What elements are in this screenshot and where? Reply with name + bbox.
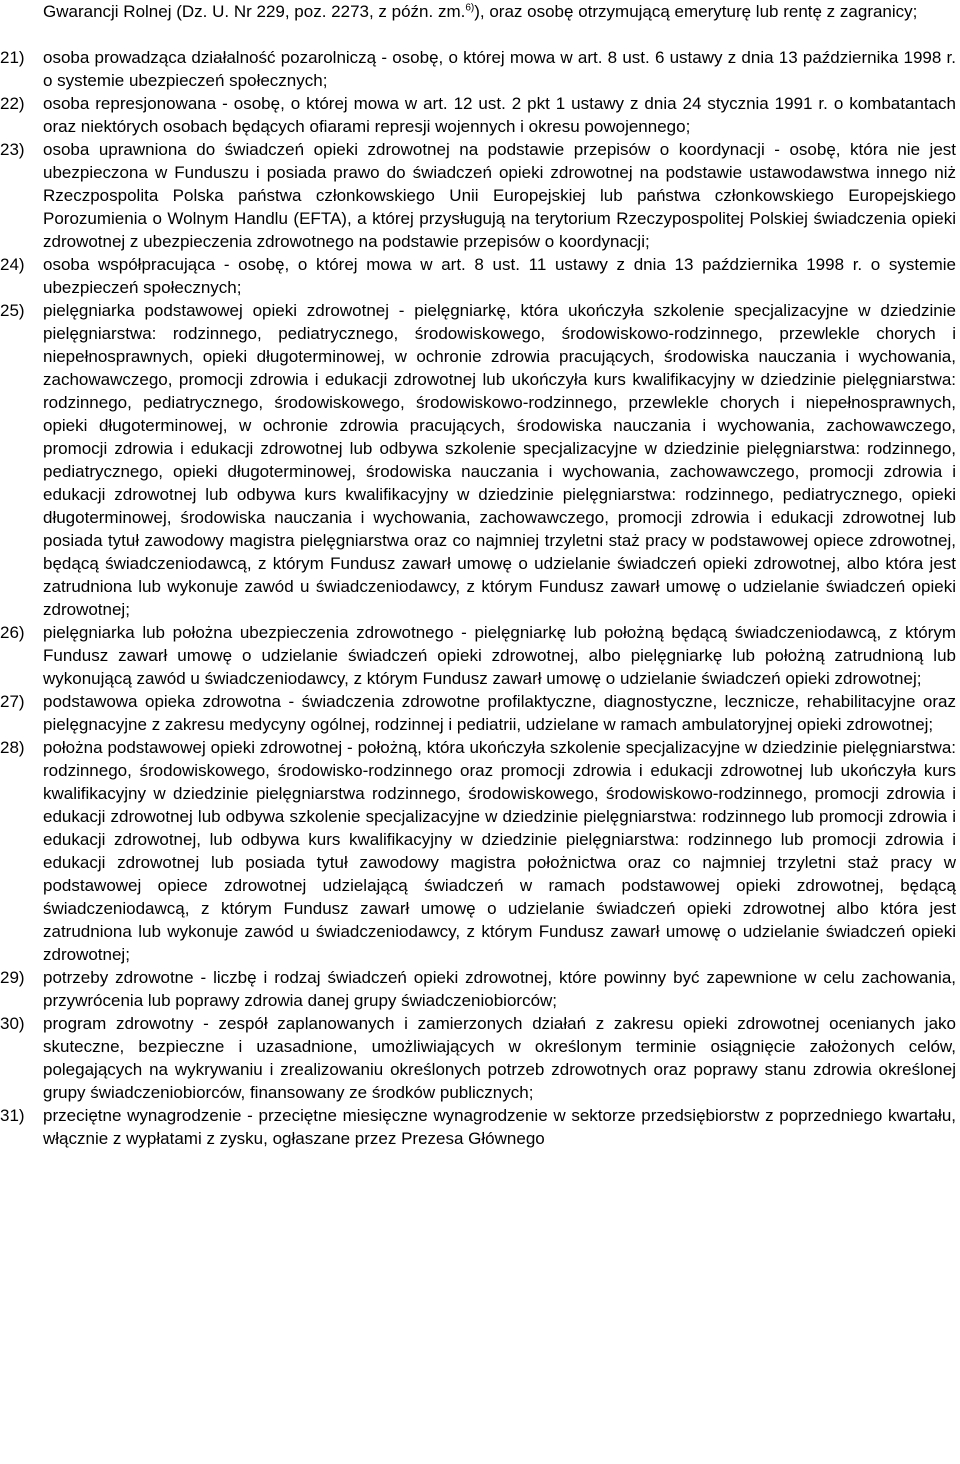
definition-item: [0, 46, 956, 92]
definition-list: [0, 46, 956, 1150]
item-text: podstawowa opieka zdrowotna - świadczenia zdrowotne profilaktyczne, diagnostyczne, lecznicze, rehabilitacyjne oraz pielęgnacyjne z zakresu medycyny ogólnej, rodzinnej i pediatrii, udzielane w ramach ambulatoryjnej opieki zdrowotnej;: [43, 692, 956, 734]
item-text: osoba uprawniona do świadczeń opieki zdrowotnej na podstawie przepisów o koordynacji - osobę, która nie jest ubezpieczona w Funduszu i posiada prawo do świadczeń opieki zdrowotnej na podstawie ustawodawstwa innego niż Rzeczpospolita Polska państwa członkowskiego Unii Europejskiej lub państwa członkowskiego Europejskiego Porozumienia o Wolnym Handlu (EFTA), a której przysługują na terytorium Rzeczypospolitej Polskiej świadczenia opieki zdrowotnej z ubezpieczenia zdrowotnego na podstawie przepisów o koordynacji;: [43, 140, 956, 251]
item-number: 25): [0, 301, 25, 320]
item-number: 24): [0, 255, 25, 274]
definition-item: [0, 1104, 956, 1150]
definition-item: [0, 1012, 956, 1104]
item-number: 29): [0, 968, 25, 987]
intro-text-end: ), oraz osobę otrzymującą emeryturę lub rentę z zagranicy;: [474, 2, 918, 21]
item-number: 31): [0, 1106, 25, 1125]
item-number: 27): [0, 692, 25, 711]
item-number: 30): [0, 1014, 25, 1033]
item-number: 21): [0, 48, 25, 67]
item-number: 26): [0, 623, 25, 642]
footnote-reference: 6): [465, 2, 475, 14]
item-text: osoba prowadząca działalność pozarolniczą - osobę, o której mowa w art. 8 ust. 6 ustawy z dnia 13 października 1998 r. o systemie ubezpieczeń społecznych;: [43, 48, 956, 90]
item-text: osoba represjonowana - osobę, o której mowa w art. 12 ust. 2 pkt 1 ustawy z dnia 24 stycznia 1991 r. o kombatantach oraz niektórych osobach będących ofiarami represji wojennych i okresu powojennego;: [43, 94, 956, 136]
item-text: potrzeby zdrowotne - liczbę i rodzaj świadczeń opieki zdrowotnej, które powinny być zapewnione w celu zachowania, przywrócenia lub poprawy zdrowia danej grupy świadczeniobiorców;: [43, 968, 956, 1010]
item-text: pielęgniarka podstawowej opieki zdrowotnej - pielęgniarkę, która ukończyła szkolenie specjalizacyjne w dziedzinie pielęgniarstwa: rodzinnego, pediatrycznego, środowiskowego, środowiskowo-rodzinnego, przewlekle chorych i niepełnosprawnych, opieki długoterminowej, w ochronie zdrowia pracujących, środowiska nauczania i wychowania, zachowawczego, promocji zdrowia i edukacji zdrowotnej lub ukończyła kurs kwalifikacyjny w dziedzinie pielęgniarstwa: rodzinnego, pediatrycznego, środowiskowego, środowiskowo-rodzinnego, przewlekle chorych i niepełnosprawnych, opieki długoterminowej, w ochronie zdrowia pracujących, środowiska nauczania i wychowania, zachowawczego, promocji zdrowia i edukacji zdrowotnej lub odbywa szkolenie specjalizacyjne w dziedzinie pielęgniarstwa: rodzinnego, pediatrycznego, opieki długoterminowej, środowiska nauczania i wychowania, zachowawczego, promocji zdrowia i edukacji zdrowotnej lub odbywa kurs kwalifikacyjny w dziedzinie pielęgniarstwa: rodzinnego, pediatrycznego, opieki długoterminowej, środowiska nauczania i wychowania, zachowawczego, promocji zdrowia i edukacji zdrowotnej lub posiada tytuł zawodowy magistra pielęgniarstwa oraz co najmniej trzyletni staż pracy w podstawowej opiece zdrowotnej, będącą świadczeniodawcą, z którym Fundusz zawarł umowę o udzielanie świadczeń opieki zdrowotnej, albo która jest zatrudniona lub wykonuje zawód u świadczeniodawcy, z którym Fundusz zawarł umowę o udzielanie świadczeń opieki zdrowotnej;: [43, 301, 956, 619]
definition-item: [0, 138, 956, 253]
item-text: przeciętne wynagrodzenie - przeciętne miesięczne wynagrodzenie w sektorze przedsiębiorstw z poprzedniego kwartału, włącznie z wypłatami z zysku, ogłaszane przez Prezesa Głównego: [43, 1106, 956, 1148]
item-text: program zdrowotny - zespół zaplanowanych i zamierzonych działań z zakresu opieki zdrowotnej ocenianych jako skuteczne, bezpieczne i uzasadnione, umożliwiających w określonym terminie osiągnięcie założonych celów, polegających na wykrywaniu i zrealizowaniu określonych potrzeb zdrowotnych oraz poprawy stanu zdrowia określonej grupy świadczeniobiorców, finansowany ze środków publicznych;: [43, 1014, 956, 1102]
item-number: 23): [0, 140, 25, 159]
item-text: osoba współpracująca - osobę, o której mowa w art. 8 ust. 11 ustawy z dnia 13 października 1998 r. o systemie ubezpieczeń społecznych;: [43, 255, 956, 297]
definition-item: [0, 92, 956, 138]
definition-item: [0, 253, 956, 299]
item-number: 22): [0, 94, 25, 113]
definition-item: [0, 690, 956, 736]
definition-item: [0, 966, 956, 1012]
definition-item: [0, 736, 956, 966]
definition-item: [0, 621, 956, 690]
item-text: pielęgniarka lub położna ubezpieczenia zdrowotnego - pielęgniarkę lub położną będącą świadczeniodawcą, z którym Fundusz zawarł umowę o udzielanie świadczeń opieki zdrowotnej, albo pielęgniarkę lub położną zatrudnioną lub wykonującą zawód u świadczeniodawcy, z którym Fundusz zawarł umowę o udzielanie świadczeń opieki zdrowotnej;: [43, 623, 956, 688]
intro-text-start: Gwarancji Rolnej (Dz. U. Nr 229, poz. 2273, z późn. zm.: [43, 2, 466, 21]
item-number: 28): [0, 738, 25, 757]
item-text: położna podstawowej opieki zdrowotnej - położną, która ukończyła szkolenie specjalizacyjne w dziedzinie pielęgniarstwa: rodzinnego, środowiskowego, środowisko-rodzinnego oraz promocji zdrowia i edukacji zdrowotnej lub ukończyła kurs kwalifikacyjny w dziedzinie pielęgniarstwa rodzinnego, środowiskowego, środowiskowo-rodzinnego, promocji zdrowia i edukacji zdrowotnej lub odbywa szkolenie specjalizacyjne w dziedzinie pielęgniarstwa: rodzinnego lub promocji zdrowia i edukacji zdrowotnej, lub odbywa kurs kwalifikacyjny w dziedzinie pielęgniarstwa: rodzinnego lub promocji zdrowia i edukacji zdrowotnej lub posiada tytuł zawodowy magistra położnictwa oraz co najmniej trzyletni staż pracy w podstawowej opiece zdrowotnej udzielającą świadczeń w ramach podstawowej opieki zdrowotnej, będącą świadczeniodawcą, z którym Fundusz zawarł umowę o udzielanie świadczeń opieki zdrowotnej albo która jest zatrudniona lub wykonuje zawód u świadczeniodawcy, z którym Fundusz zawarł umowę o udzielanie świadczeń opieki zdrowotnej;: [43, 738, 956, 964]
intro-paragraph: [43, 0, 956, 23]
definition-item: [0, 299, 956, 621]
